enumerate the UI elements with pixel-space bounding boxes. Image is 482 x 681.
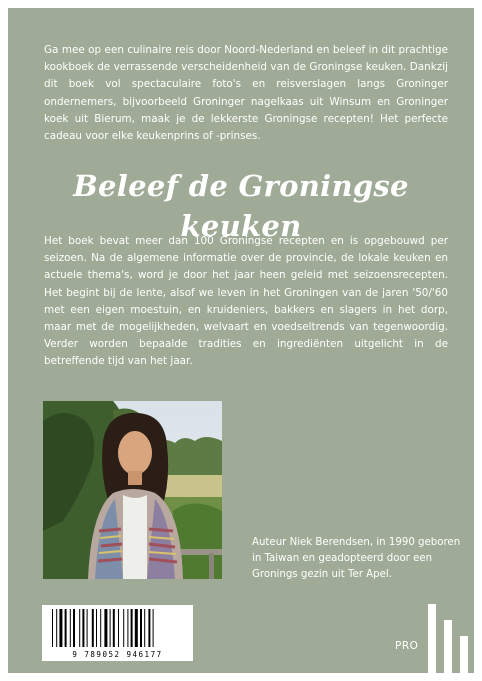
barcode-bar (123, 609, 124, 647)
barcode-bar (127, 609, 128, 647)
barcode-bar (56, 609, 57, 647)
author-portrait-icon (43, 401, 222, 579)
barcode-bar (135, 609, 138, 647)
barcode-bar (79, 609, 80, 647)
barcode-bar (92, 609, 94, 647)
barcode-bar (104, 609, 107, 647)
barcode-bar (153, 609, 154, 647)
barcode-bar (118, 609, 119, 647)
barcode-bar (148, 609, 150, 647)
barcode-bar (87, 609, 88, 647)
publisher-logo-icon (388, 598, 474, 673)
barcode-bar (140, 609, 142, 647)
barcode-bar (70, 609, 71, 647)
description-paragraph: Het boek bevat meer dan 100 Groningse recepten en is opgebouwd per seizoen. Na de algemene informatie over de provincie, de lokale keuken en actuele thema's, word je door het jaar heen geleid met seizoensrecepten. Het begint bij de lente, alsof we leven in het Groningen van de jaren '50/'60 met een eigen moestuin, en kruideniers, bakkers en slagers in het dorp, maar met de mogelijkheden, welvaart en voedseltrends van tegenwoordig. Verder worden bepaalde tradities en ingrediënten uitgelicht in de betreffende tijd van het jaar. (44, 235, 448, 368)
book-back-cover (8, 8, 474, 673)
barcode-number: 9 789052 946177 (72, 650, 163, 659)
barcode-bar (59, 609, 62, 647)
barcode-bar (96, 609, 97, 647)
author-caption: Auteur Niek Berendsen, in 1990 geboren in Taiwan en geadopteerd door een Gronings gezin uit Ter Apel. (252, 537, 461, 580)
cover-subtitle: Beleef de Groningse keuken (73, 169, 409, 243)
barcode-bar (110, 609, 111, 647)
barcode-bar (113, 609, 115, 647)
isbn-barcode (42, 605, 193, 661)
intro-paragraph: Ga mee op een culinaire reis door Noord-Nederland en beleef in dit prachtige kookboek de verrassende verscheidenheid van de Groningse keuken. Dankzij dit boek vol spectaculaire foto's en reisverslagen langs Groninger ondernemers, bijvoorbeeld Groninger nagelkaas uit Winsum en Groninger koek uit Bierum, maak je de lekkerste Groningse recepten! Het perfecte cadeau voor elke keukenprins of -prinses. (44, 44, 448, 143)
barcode-bar (73, 609, 75, 647)
publisher-logo (388, 598, 474, 673)
barcode-bar (131, 609, 133, 647)
author-photo (43, 401, 222, 579)
publisher-logo-text: PRO (395, 640, 419, 652)
barcode-bar (65, 609, 67, 647)
barcode-bar (100, 609, 101, 647)
barcode-icon (42, 605, 193, 649)
barcode-bar (52, 609, 53, 647)
barcode-bar (144, 609, 145, 647)
barcode-bar (82, 609, 84, 647)
